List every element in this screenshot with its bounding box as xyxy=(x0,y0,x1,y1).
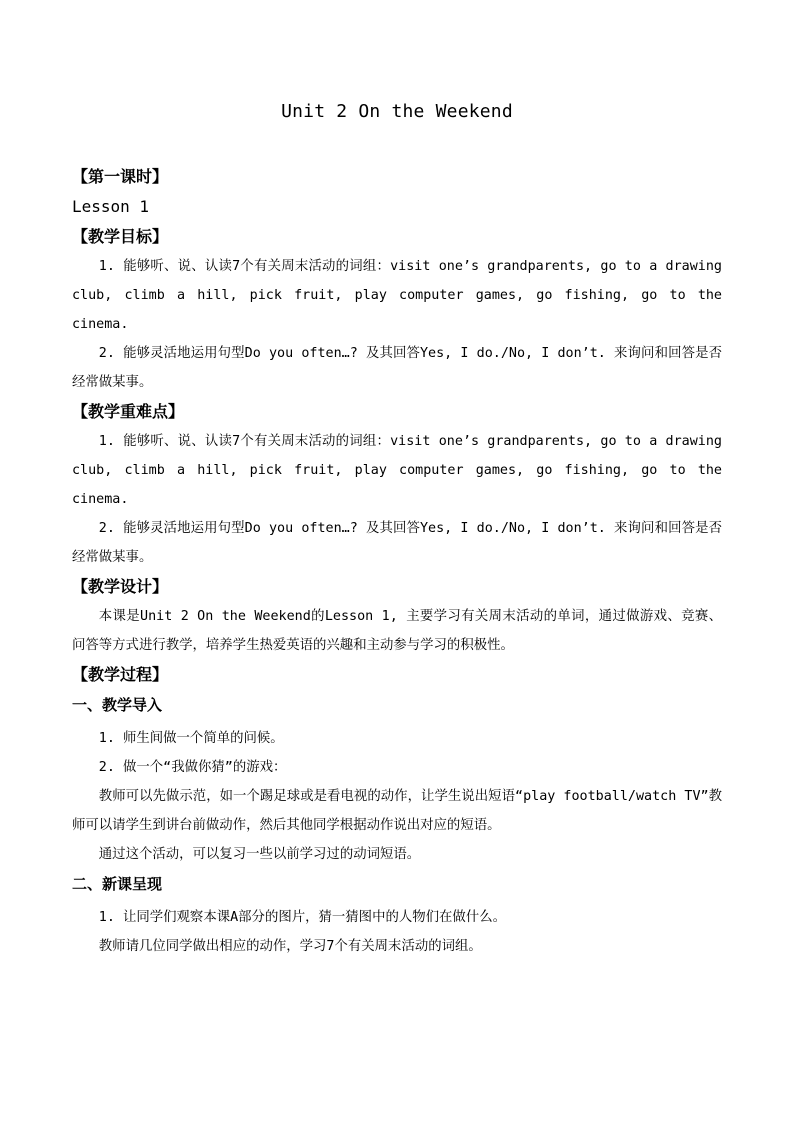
goals-heading: 【教学目标】 xyxy=(72,227,169,246)
key-points-item-1: 1. 能够听、说、认读7个有关周末活动的词组：visit one’s grandparents, go to a drawing club, climb a hill, pick fruit, play computer games, go fishing, go to the cinema. xyxy=(72,434,722,507)
lesson-label: Lesson 1 xyxy=(72,197,150,216)
goals-item-2: 2. 能够灵活地运用句型Do you often…? 及其回答Yes, I do./No, I don’t. 来询问和回答是否经常做某事。 xyxy=(72,346,722,390)
section-2-item-2: 教师请几位同学做出相应的动作，学习7个有关周末活动的词组。 xyxy=(98,939,482,954)
process-heading: 【教学过程】 xyxy=(72,665,169,684)
section-2-title: 二、新课呈现 xyxy=(72,875,163,893)
lesson-period-heading: 【第一课时】 xyxy=(72,167,169,186)
design-text: 本课是Unit 2 On the Weekend的Lesson 1, 主要学习有关周末活动的单词，通过做游戏、竞赛、问答等方式进行教学，培养学生热爱英语的兴趣和主动参与学习的积极性。 xyxy=(72,609,722,653)
design-heading: 【教学设计】 xyxy=(72,577,169,596)
section-1-item-3: 教师可以先做示范，如一个踢足球或是看电视的动作，让学生说出短语“play football/watch TV”教师可以请学生到讲台前做动作，然后其他同学根据动作说出对应的短语。 xyxy=(72,789,722,833)
key-points-heading: 【教学重难点】 xyxy=(72,402,185,421)
section-2-item-1: 1. 让同学们观察本课A部分的图片，猜一猜图中的人物们在做什么。 xyxy=(98,910,506,925)
section-1-item-2: 2. 做一个“我做你猜”的游戏： xyxy=(98,760,287,775)
document-title: Unit 2 On the Weekend xyxy=(281,101,513,122)
section-1-item-1: 1. 师生间做一个简单的问候。 xyxy=(98,731,284,746)
goals-item-1: 1. 能够听、说、认读7个有关周末活动的词组：visit one’s grandparents, go to a drawing club, climb a hill, pick fruit, play computer games, go fishing, go to the cinema. xyxy=(72,259,722,332)
section-1-item-4: 通过这个活动，可以复习一些以前学习过的动词短语。 xyxy=(98,847,421,862)
section-1-title: 一、教学导入 xyxy=(72,696,163,714)
key-points-item-2: 2. 能够灵活地运用句型Do you often…? 及其回答Yes, I do./No, I don’t. 来询问和回答是否经常做某事。 xyxy=(72,521,722,565)
document-content xyxy=(72,162,722,961)
